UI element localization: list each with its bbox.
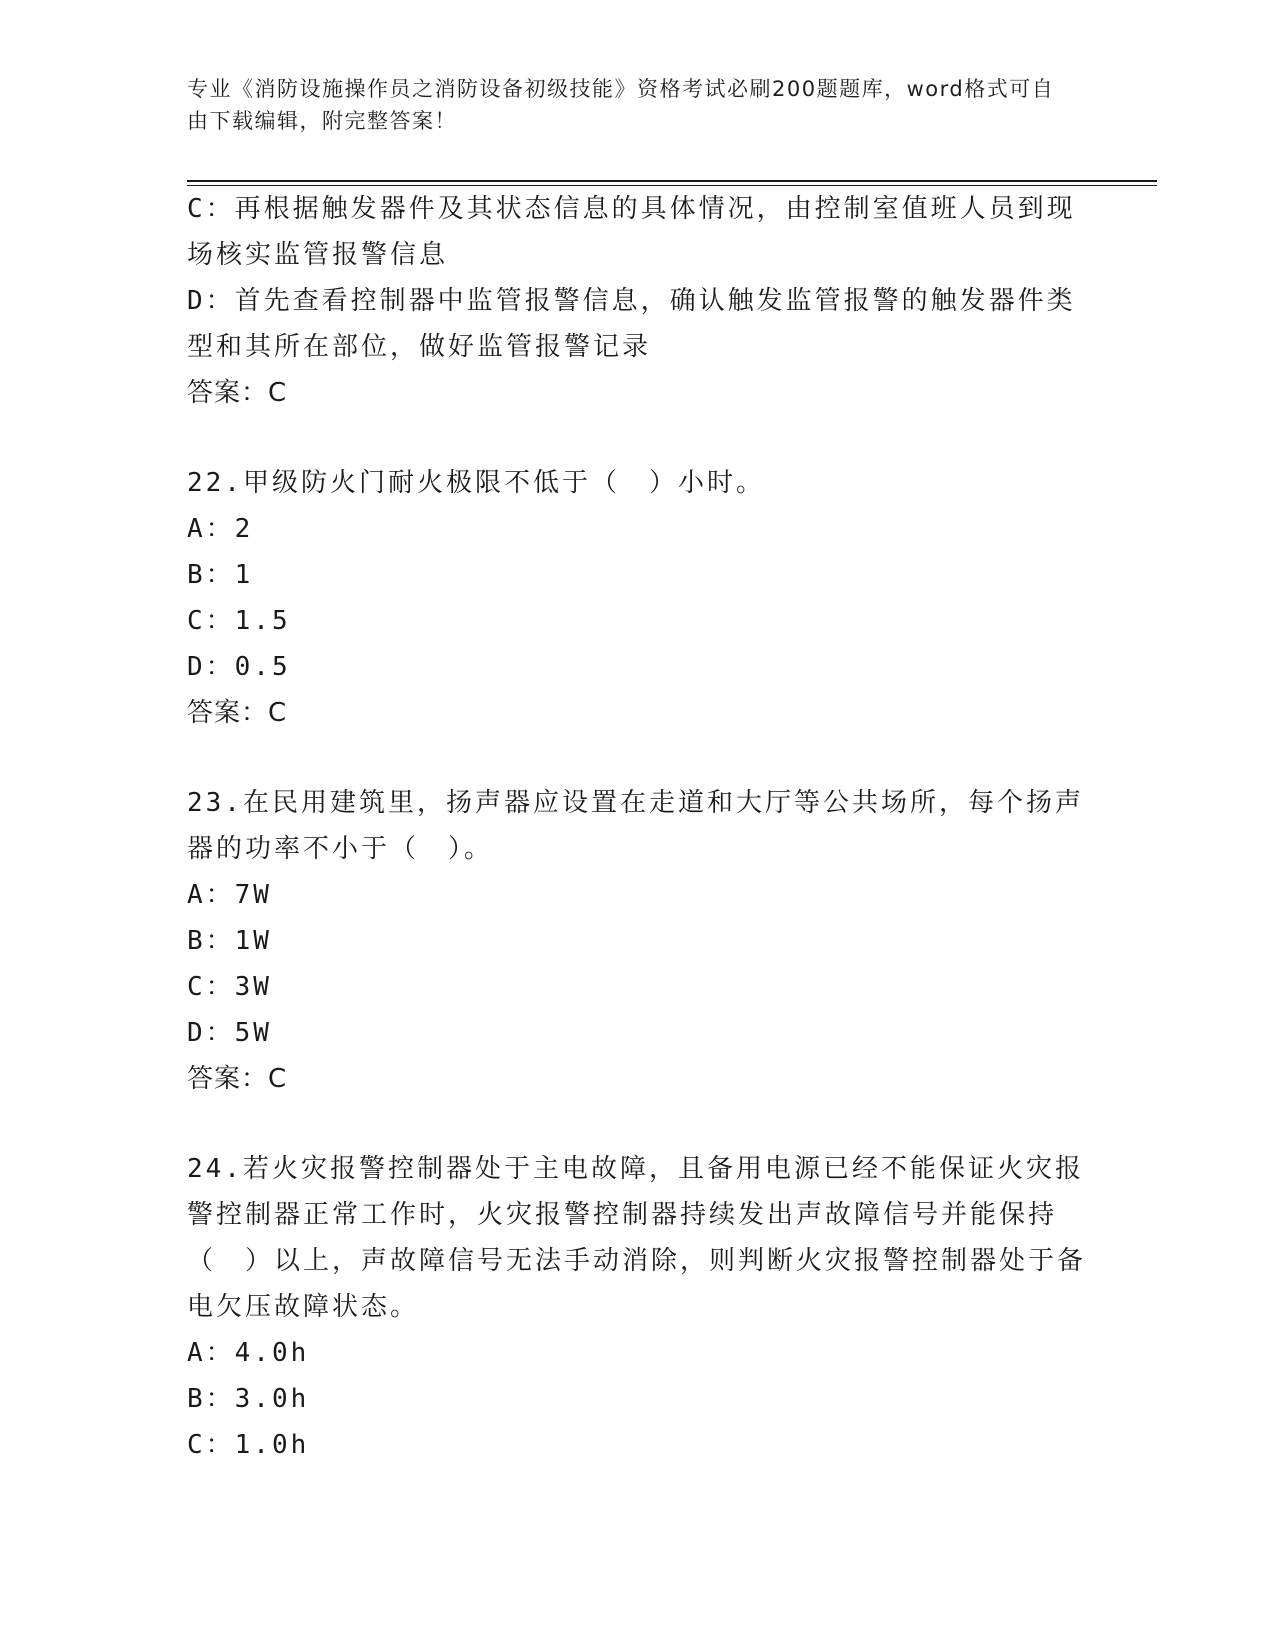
option-d: D：首先查看控制器中监管报警信息，确认触发监管报警的触发器件类型和其所在部位，做好监管报警记录 xyxy=(187,286,1076,362)
answer-text: 答案：C xyxy=(187,698,288,728)
question-23 xyxy=(187,780,1087,1102)
answer-text: 答案：C xyxy=(187,378,288,408)
document-header: 专业《消防设施操作员之消防设备初级技能》资格考试必刷200题题库，word格式可自由下载编辑，附完整答案！ xyxy=(187,77,1055,133)
question-stem: 24.若火灾报警控制器处于主电故障，且备用电源已经不能保证火灾报警控制器正常工作时，火灾报警控制器持续发出声故障信号并能保持（ ）以上，声故障信号无法手动消除，则判断火灾报警控制器处于备电欠压故障状态。 xyxy=(187,1154,1087,1322)
option-b: B：1W xyxy=(187,926,272,956)
answer-text: 答案：C xyxy=(187,1064,288,1094)
option-a: A：4.0h xyxy=(187,1338,310,1368)
option-a: A：7W xyxy=(187,880,272,910)
spacer xyxy=(187,736,1087,780)
question-list xyxy=(187,186,1087,1468)
option-c: C：1.0h xyxy=(187,1430,310,1460)
option-b: B：3.0h xyxy=(187,1384,310,1414)
option-c: C：1.5 xyxy=(187,606,291,636)
option-c: C：3W xyxy=(187,972,272,1002)
question-stem: 22.甲级防火门耐火极限不低于（ ）小时。 xyxy=(187,468,765,498)
question-24 xyxy=(187,1146,1087,1468)
option-a: A：2 xyxy=(187,514,254,544)
question-21-continuation xyxy=(187,186,1087,416)
question-22 xyxy=(187,460,1087,736)
spacer xyxy=(187,416,1087,460)
header-divider-thick xyxy=(187,180,1157,182)
spacer xyxy=(187,1102,1087,1146)
option-c: C：再根据触发器件及其状态信息的具体情况，由控制室值班人员到现场核实监管报警信息 xyxy=(187,194,1076,270)
question-stem: 23.在民用建筑里，扬声器应设置在走道和大厅等公共场所，每个扬声器的功率不小于（ ）。 xyxy=(187,788,1084,864)
option-d: D：0.5 xyxy=(187,652,291,682)
option-b: B：1 xyxy=(187,560,254,590)
option-d: D：5W xyxy=(187,1018,272,1048)
